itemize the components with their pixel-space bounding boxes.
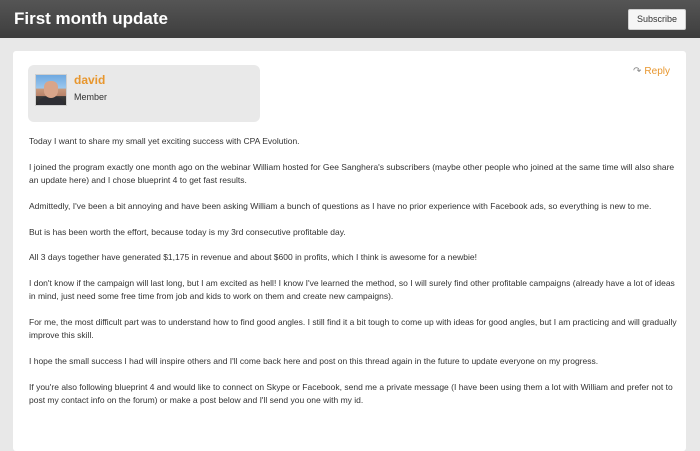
author-name[interactable]: david bbox=[74, 73, 106, 87]
post-paragraph: For me, the most difficult part was to understand how to find good angles. I still find it a bit tough to come up with ideas for good angles, but I am practicing and will gradually improve this skill. bbox=[29, 317, 677, 341]
avatar-shirt bbox=[38, 97, 64, 106]
post-card bbox=[13, 51, 686, 451]
reply-label: Reply bbox=[644, 66, 670, 77]
author-role: Member bbox=[74, 92, 108, 102]
post-paragraph: Today I want to share my small yet exciting success with CPA Evolution. bbox=[29, 136, 300, 146]
avatar[interactable] bbox=[35, 74, 67, 106]
reply-button[interactable] bbox=[633, 66, 670, 77]
post-paragraph: But is has been worth the effort, because today is my 3rd consecutive profitable day. bbox=[29, 226, 346, 237]
reply-arrow-icon: ↷ bbox=[633, 66, 642, 77]
post-body bbox=[29, 135, 677, 420]
post-paragraph: If you're also following blueprint 4 and would like to connect on Skype or Facebook, send me a private message (I have been using them a lot with William and prefer not to post my contact info on the forum) or make a post below and I'll send you one with my id. bbox=[29, 381, 673, 406]
post-paragraph: Admittedly, I've been a bit annoying and have been asking William a bunch of questions as I have no prior experience with Facebook ads, so everything is new to me. bbox=[29, 200, 652, 211]
author-box bbox=[28, 65, 260, 122]
subscribe-button[interactable]: Subscribe bbox=[628, 9, 686, 30]
post-paragraph: I don't know if the campaign will last long, but I am excited as hell! I know I've learned the method, so I will surely find other profitable campaigns (already have a lot of ideas in mind, just need some free time from job and kids to work on them and create new campaigns). bbox=[29, 277, 675, 302]
thread-header bbox=[0, 0, 700, 38]
post-paragraph: I hope the small success I had will inspire others and I'll come back here and post on this thread again in the future to update everyone on my progress. bbox=[29, 356, 599, 367]
post-paragraph: All 3 days together have generated $1,175 in revenue and about $600 in profits, which I think is awesome for a newbie! bbox=[29, 252, 477, 263]
thread-title: First month update bbox=[14, 9, 168, 28]
avatar-face bbox=[44, 81, 58, 98]
post-paragraph: I joined the program exactly one month ago on the webinar William hosted for Gee Sanghera's subscribers (maybe other people who joined at the same time will also share an update here) and I chose blueprint 4 to get fast results. bbox=[29, 161, 675, 186]
